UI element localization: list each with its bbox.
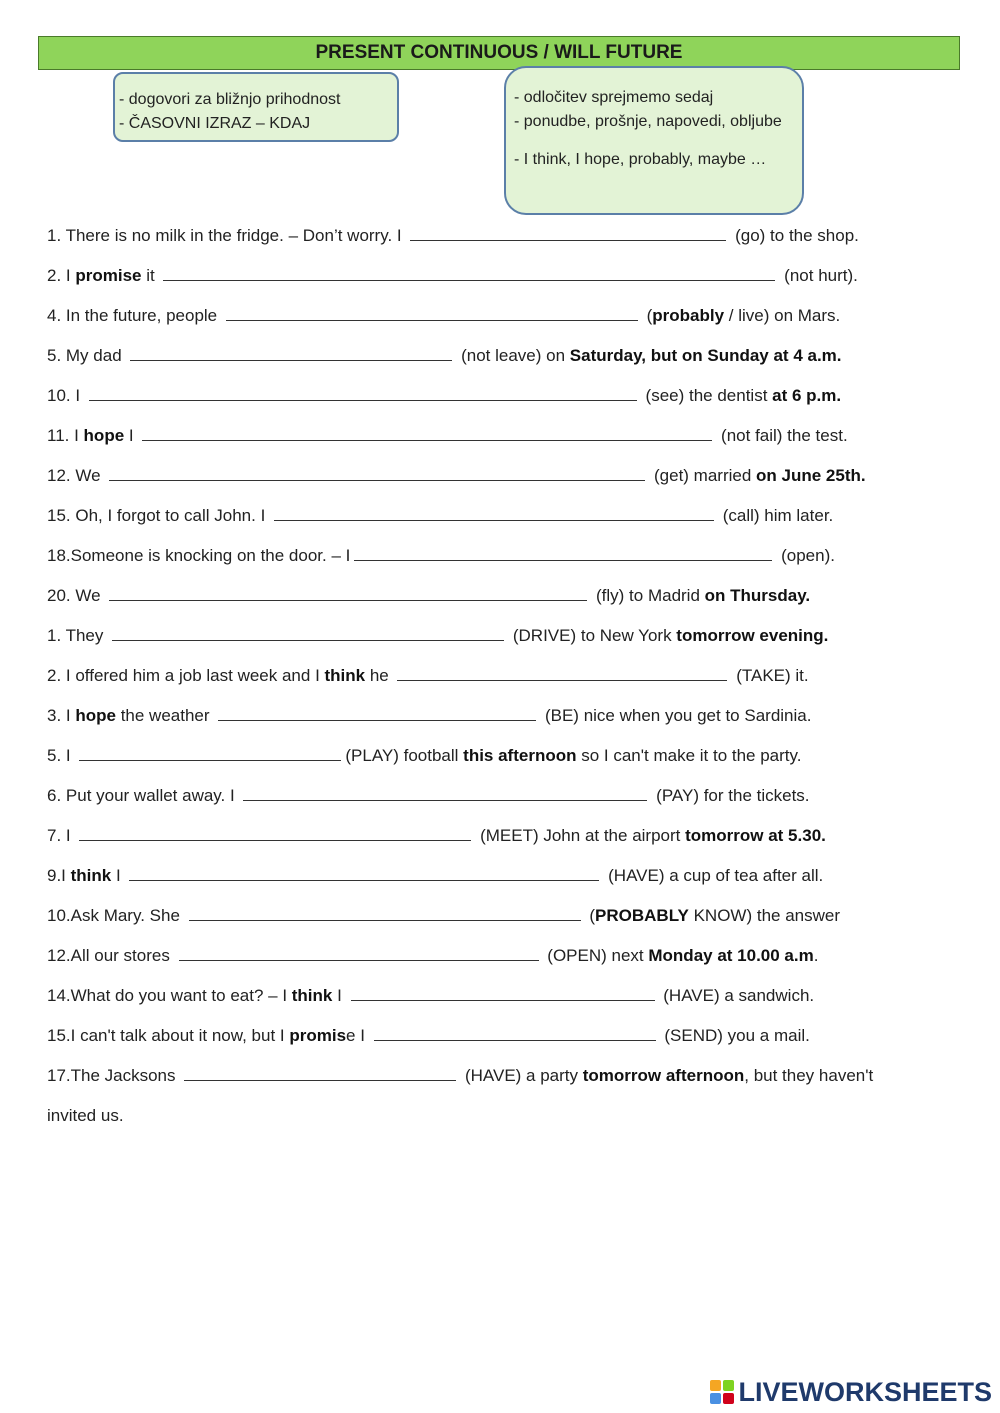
exercise-text: 17.The Jacksons [47, 1066, 181, 1085]
answer-blank[interactable] [163, 260, 775, 281]
keyword: think [324, 666, 366, 685]
exercise-text: 1. There is no milk in the fridge. – Don’t worry. I [47, 226, 407, 245]
exercise-line [47, 620, 947, 660]
exercise-text: so I can't make it to the party. [576, 746, 802, 765]
keyword: at 6 p.m. [772, 386, 842, 405]
exercise-text: (BE) nice when you get to Sardinia. [540, 706, 812, 725]
answer-blank[interactable] [109, 460, 645, 481]
exercise-text: (OPEN) next [542, 946, 649, 965]
exercise-text: 10.Ask Mary. She [47, 906, 185, 925]
answer-blank[interactable] [351, 980, 655, 1001]
exercise-text: (DRIVE) to New York [508, 626, 677, 645]
exercise-text: 18.Someone is knocking on the door. – I [47, 546, 351, 565]
exercise-text: (not fail) the test. [716, 426, 848, 445]
exercise-line [47, 300, 947, 340]
keyword: think [70, 866, 112, 885]
exercise-text: (HAVE) a party [460, 1066, 583, 1085]
answer-blank[interactable] [79, 740, 341, 761]
exercise-text: I [124, 426, 139, 445]
exercise-text: (TAKE) it. [731, 666, 809, 685]
exercise-text: ( [641, 306, 653, 325]
keyword: tomorrow afternoon [582, 1066, 745, 1085]
exercise-line [47, 1060, 947, 1100]
exercise-text: 5. My dad [47, 346, 127, 365]
exercise-line [47, 940, 947, 980]
exercise-text: 5. I [47, 746, 76, 765]
answer-blank[interactable] [129, 860, 599, 881]
answer-blank[interactable] [397, 660, 727, 681]
keyword: this afternoon [463, 746, 577, 765]
exercise-text: 3. I [47, 706, 76, 725]
exercise-text: (not leave) on [456, 346, 570, 365]
exercise-text: (fly) to Madrid [591, 586, 705, 605]
answer-blank[interactable] [79, 820, 471, 841]
exercise-text: (HAVE) a cup of tea after all. [603, 866, 824, 885]
exercise-line [47, 860, 947, 900]
exercise-text: . [813, 946, 819, 965]
keyword: think [291, 986, 333, 1005]
exercise-line [47, 540, 947, 580]
answer-blank[interactable] [354, 540, 772, 561]
exercise-text: (see) the dentist [640, 386, 773, 405]
exercise-text: 15. Oh, I forgot to call John. I [47, 506, 271, 525]
keyword: on June 25th. [756, 466, 866, 485]
exercise-line [47, 580, 947, 620]
logo-icon [710, 1380, 734, 1404]
note-line: - ponudbe, prošnje, napovedi, obljube [514, 113, 782, 130]
keyword: hope [75, 706, 116, 725]
logo-square [723, 1393, 734, 1404]
exercise-text: 2. I offered him a job last week and I [47, 666, 325, 685]
answer-blank[interactable] [109, 580, 587, 601]
exercise-text: e I [346, 1026, 370, 1045]
exercise-text: (get) married [649, 466, 757, 485]
exercise-line [47, 740, 947, 780]
exercise-text: I [111, 866, 126, 885]
exercise-text: ( [584, 906, 596, 925]
keyword: Monday at 10.00 a.m [648, 946, 814, 965]
exercise-line [47, 380, 947, 420]
note-line: - dogovori za bližnjo prihodnost [119, 91, 341, 108]
exercise-text: / live) on Mars. [724, 306, 841, 325]
note-line: - odločitev sprejmemo sedaj [514, 89, 714, 106]
exercise-text: 6. Put your wallet away. I [47, 786, 240, 805]
keyword: on Thursday. [704, 586, 811, 605]
exercise-text: the weather [115, 706, 215, 725]
exercise-line [47, 500, 947, 540]
keyword: promise [75, 266, 142, 285]
exercise-text: 12. We [47, 466, 106, 485]
note-line: - I think, I hope, probably, maybe … [514, 151, 767, 168]
exercise-text: 7. I [47, 826, 76, 845]
exercise-text: 10. I [47, 386, 85, 405]
exercise-line [47, 700, 947, 740]
keyword: tomorrow evening. [676, 626, 829, 645]
keyword: promis [289, 1026, 347, 1045]
logo-text: LIVEWORKSHEETS [738, 1376, 992, 1407]
exercise-line [47, 980, 947, 1020]
exercise-text: (open). [776, 546, 835, 565]
keyword: Saturday, but on Sunday at 4 a.m. [569, 346, 842, 365]
exercise-text: I [332, 986, 347, 1005]
exercise-text: 4. In the future, people [47, 306, 222, 325]
exercise-text: 20. We [47, 586, 106, 605]
liveworksheets-logo[interactable] [710, 1377, 992, 1407]
exercise-line [47, 900, 947, 940]
exercise-text: 9.I [47, 866, 71, 885]
note-box-present-continuous [113, 72, 399, 142]
exercise-line [47, 660, 947, 700]
exercise-text: (SEND) you a mail. [659, 1026, 810, 1045]
answer-blank[interactable] [189, 900, 581, 921]
keyword: probably [652, 306, 725, 325]
exercise-line [47, 220, 947, 260]
exercise-line [47, 1020, 947, 1060]
note-box-will-future [504, 66, 804, 215]
keyword: hope [83, 426, 125, 445]
exercise-text: , but they haven't [744, 1066, 874, 1085]
answer-blank[interactable] [112, 620, 504, 641]
answer-blank[interactable] [274, 500, 714, 521]
exercise-text: he [365, 666, 394, 685]
answer-blank[interactable] [179, 940, 539, 961]
exercise-line [47, 780, 947, 820]
exercise-line [47, 260, 947, 300]
answer-blank[interactable] [226, 300, 638, 321]
exercise-text: (call) him later. [718, 506, 834, 525]
answer-blank[interactable] [218, 700, 536, 721]
exercise-text: 1. They [47, 626, 109, 645]
keyword: PROBABLY [595, 906, 689, 925]
exercise-text: it [141, 266, 160, 285]
exercise-text: (go) to the shop. [730, 226, 859, 245]
exercise-text: (PAY) for the tickets. [651, 786, 810, 805]
exercise-text: (not hurt). [779, 266, 858, 285]
answer-blank[interactable] [89, 380, 637, 401]
exercise-text: 15.I can't talk about it now, but I [47, 1026, 290, 1045]
exercise-text: 2. I [47, 266, 76, 285]
exercise-text: 12.All our stores [47, 946, 175, 965]
exercise-line [47, 420, 947, 460]
exercise-text: 11. I [47, 426, 84, 445]
exercise-line [47, 340, 947, 380]
logo-square [723, 1380, 734, 1391]
exercise-line [47, 820, 947, 860]
worksheet-title: PRESENT CONTINUOUS / WILL FUTURE [38, 36, 960, 70]
answer-blank[interactable] [374, 1020, 656, 1041]
answer-blank[interactable] [243, 780, 647, 801]
logo-square [710, 1393, 721, 1404]
answer-blank[interactable] [130, 340, 452, 361]
exercise-text: KNOW) the answer [688, 906, 841, 925]
exercise-text: (PLAY) football [345, 746, 464, 765]
answer-blank[interactable] [410, 220, 726, 241]
answer-blank[interactable] [142, 420, 712, 441]
keyword: tomorrow at 5.30. [685, 826, 826, 845]
exercise-text: 14.What do you want to eat? – I [47, 986, 292, 1005]
answer-blank[interactable] [184, 1060, 456, 1081]
exercise-text: (MEET) John at the airport [475, 826, 686, 845]
exercise-line [47, 460, 947, 500]
exercise-text: (HAVE) a sandwich. [658, 986, 815, 1005]
note-line: - ČASOVNI IZRAZ – KDAJ [119, 115, 311, 132]
logo-square [710, 1380, 721, 1391]
exercise-text: invited us. [47, 1106, 124, 1125]
exercise-line [47, 1100, 947, 1140]
exercise-list [47, 220, 947, 1140]
